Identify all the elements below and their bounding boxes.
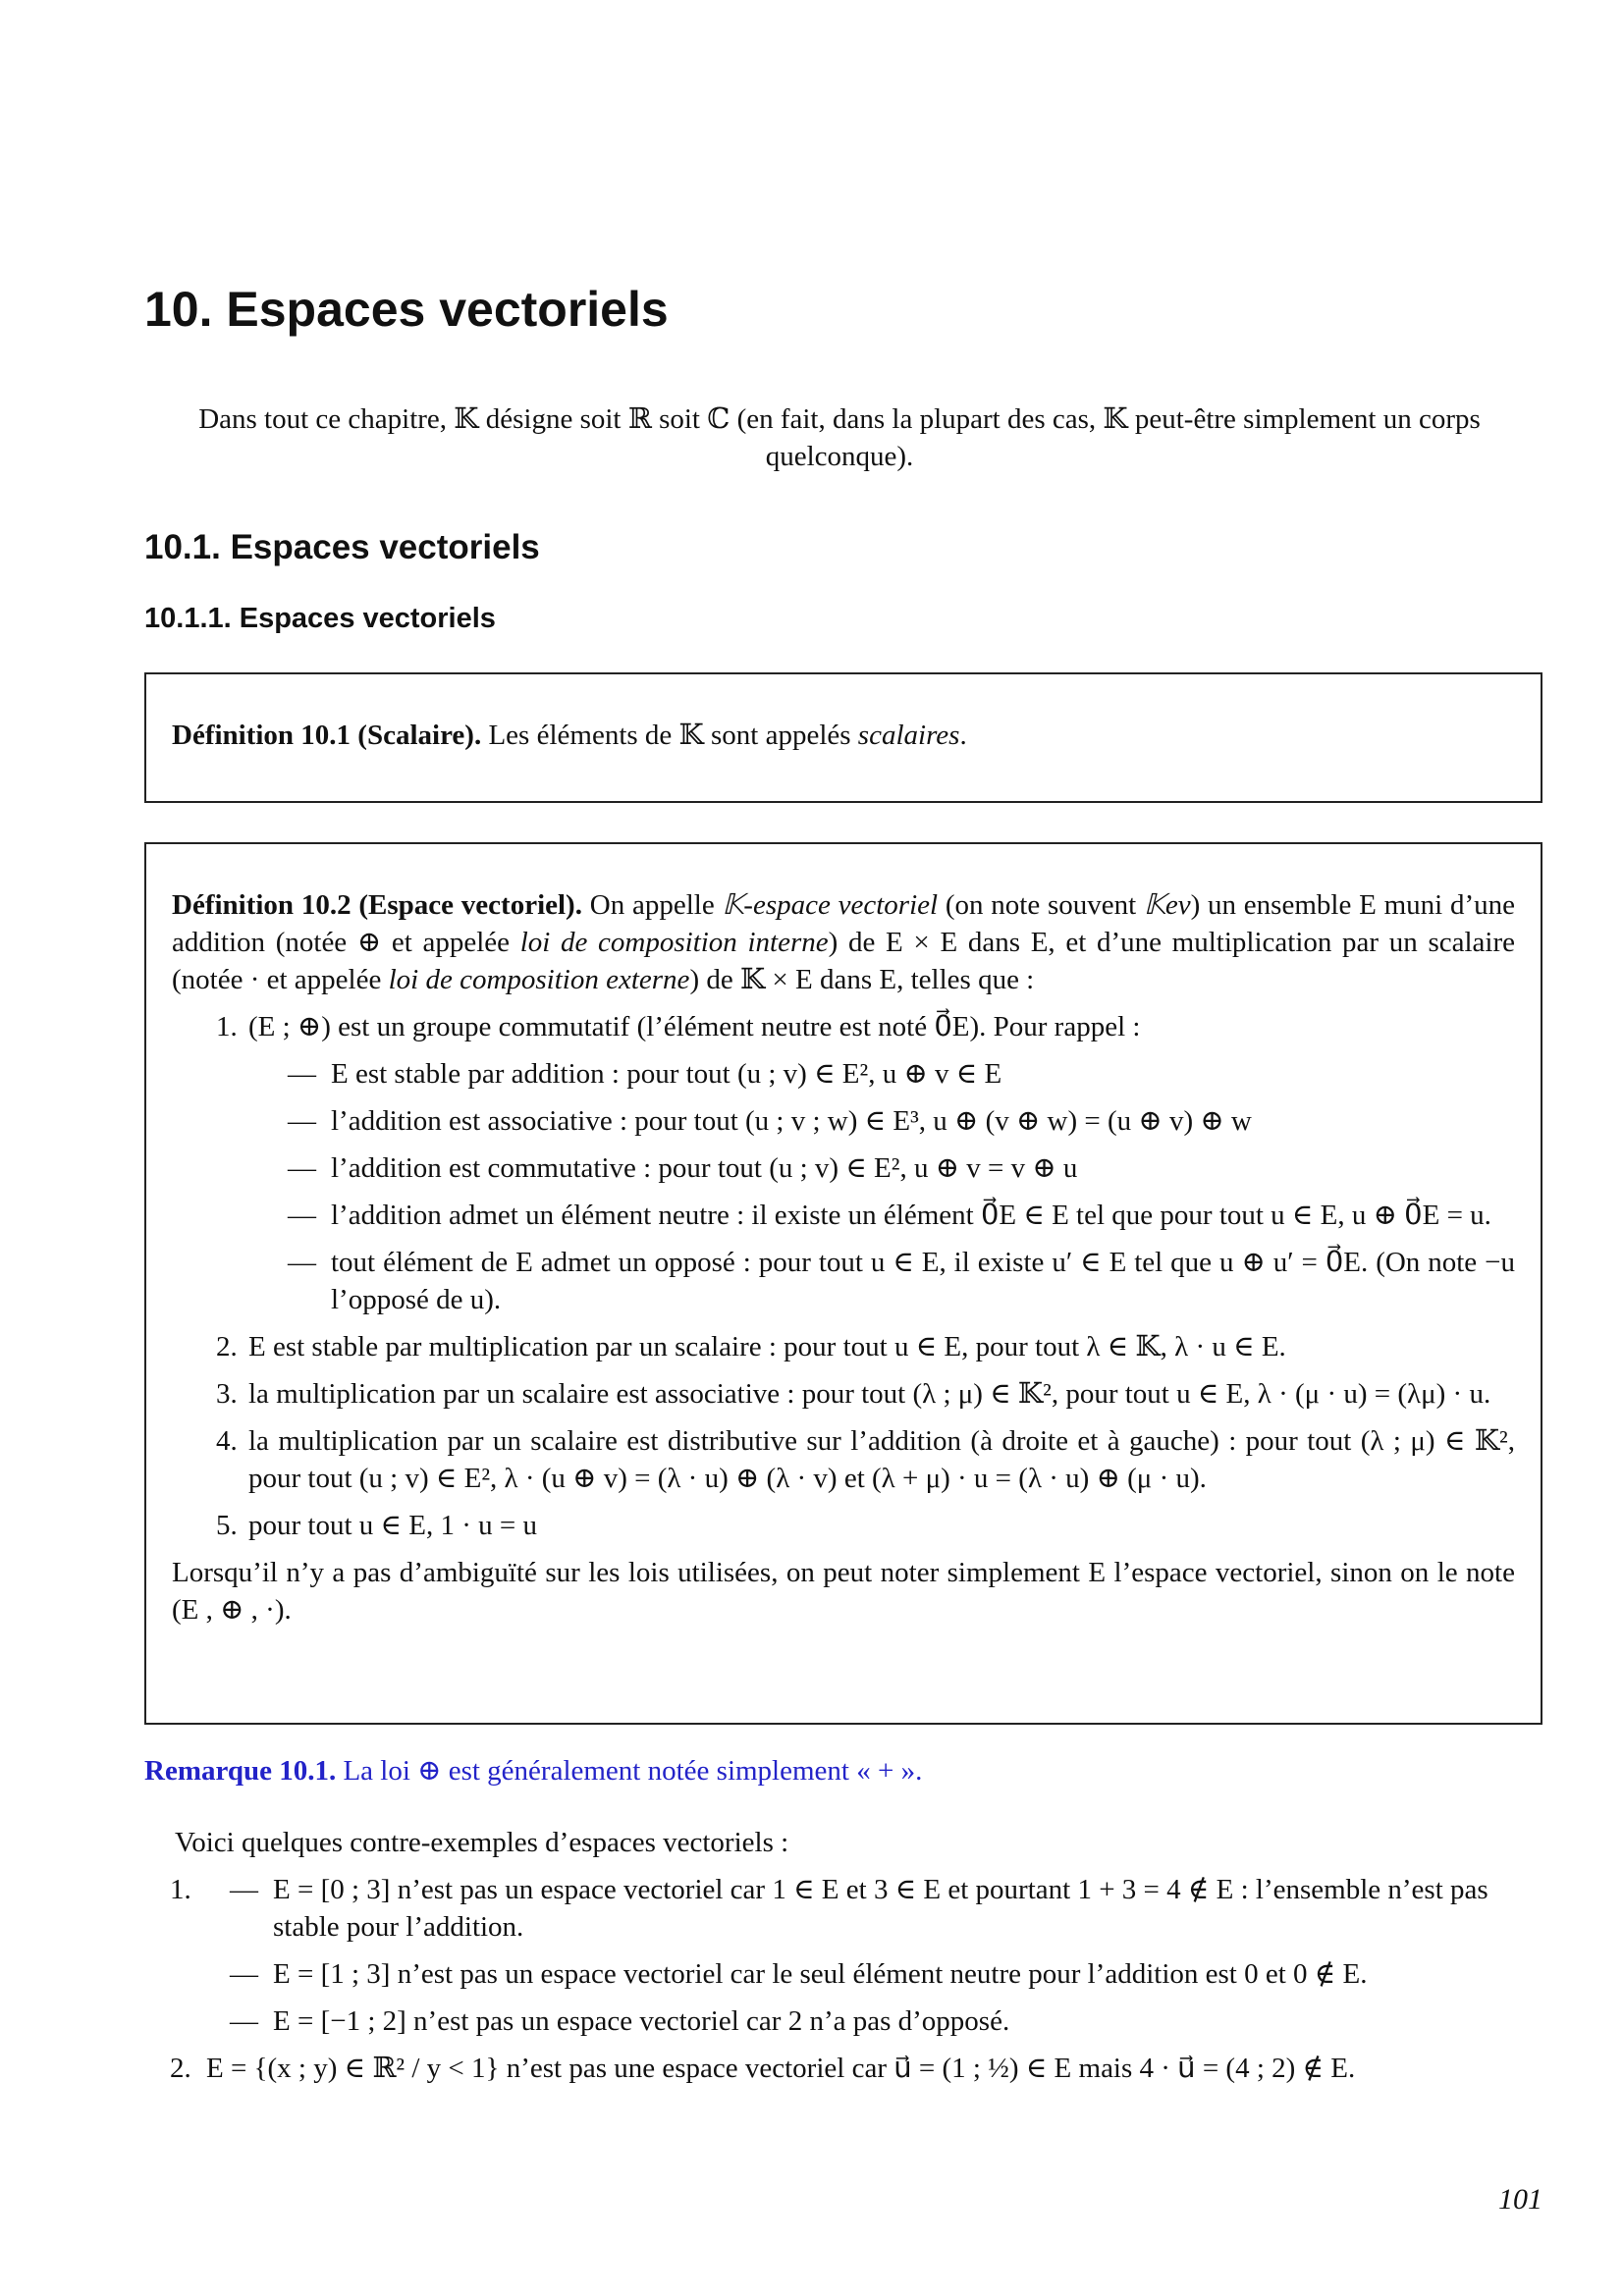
list-item: — tout élément de E admet un opposé : pour tout u ∈ E, il existe u′ ∈ E tel que u ⊕ u′ = 0⃗E. (On note −u l’opposé de u).: [288, 1244, 1515, 1318]
definition-body: [172, 886, 1515, 1629]
remark: [144, 1752, 1542, 1789]
list-item: 2. E = {(x ; y) ∈ ℝ² / y < 1} n’est pas une espace vectoriel car u⃗ = (1 ; ½) ∈ E mais 4 · u⃗ = (4 ; 2) ∉ E.: [198, 2050, 1544, 2087]
definition-box-scalaire: [144, 672, 1542, 803]
list-item: 5. pour tout u ∈ E, 1 · u = u: [244, 1507, 1515, 1544]
interval-examples-list: [206, 1871, 1544, 2040]
list-item: [244, 1008, 1515, 1318]
definition-intro: [172, 886, 1515, 998]
definition-closing: Lorsqu’il n’y a pas d’ambiguïté sur les lois utilisées, on peut noter simplement E l’espace vectoriel, sinon on le note (E , ⊕ , ·).: [172, 1557, 1515, 1626]
page-number: 101: [1498, 2183, 1542, 2216]
chapter-intro: Dans tout ce chapitre, 𝕂 désigne soit ℝ soit ℂ (en fait, dans la plupart des cas, 𝕂 peut-être simplement un corps quelconque).: [198, 403, 1481, 472]
remark-text: La loi ⊕ est généralement notée simplement « + ».: [343, 1755, 923, 1787]
list-item: — l’addition est associative : pour tout (u ; v ; w) ∈ E³, u ⊕ (v ⊕ w) = (u ⊕ v) ⊕ w: [288, 1102, 1515, 1140]
definition-box-espace-vectoriel: [144, 842, 1542, 1725]
definition-term: 𝕂ev: [1144, 889, 1191, 921]
definition-text: Les éléments de 𝕂 sont appelés: [488, 720, 851, 751]
definition-text-end: .: [959, 720, 967, 751]
section-title: 10.1. Espaces vectoriels: [144, 528, 540, 566]
list-item: — 1. E = [0 ; 3] n’est pas un espace vectoriel car 1 ∈ E et 3 ∈ E et pourtant 1 + 3 = 4 ∉ E : l’ensemble n’est pas stable pour l’addition.: [230, 1871, 1544, 1946]
list-item: — l’addition admet un élément neutre : il existe un élément 0⃗E ∈ E tel que pour tout u ∈ E, u ⊕ 0⃗E = u.: [288, 1197, 1515, 1234]
list-item: 4. la multiplication par un scalaire est distributive sur l’addition (à droite et à gauche) : pour tout (λ ; μ) ∈ 𝕂², pour tout (u ; v) ∈ E², λ · (u ⊕ v) = (λ · u) ⊕ (λ · v) et (λ + μ) · u = (λ · u) ⊕ (μ · u).: [244, 1422, 1515, 1497]
definition-text: On appelle: [589, 889, 715, 921]
definition-label: Définition 10.1 (Scalaire).: [172, 720, 482, 751]
list-item: — E est stable par addition : pour tout (u ; v) ∈ E², u ⊕ v ∈ E: [288, 1055, 1515, 1093]
group-axiom-list: [248, 1055, 1515, 1318]
subsection-title: 10.1.1. Espaces vectoriels: [144, 603, 496, 634]
chapter-title: 10. Espaces vectoriels: [144, 282, 669, 337]
list-item: — l’addition est commutative : pour tout (u ; v) ∈ E², u ⊕ v = v ⊕ u: [288, 1149, 1515, 1187]
list-item: — E = [−1 ; 2] n’est pas un espace vectoriel car 2 n’a pas d’opposé.: [230, 2002, 1544, 2040]
list-item: — E = [1 ; 3] n’est pas un espace vectoriel car le seul élément neutre pour l’addition est 0 et 0 ∉ E.: [230, 1955, 1544, 1993]
list-item: 2. E est stable par multiplication par un scalaire : pour tout u ∈ E, pour tout λ ∈ 𝕂, λ · u ∈ E.: [244, 1328, 1515, 1365]
counter-examples-list: [175, 1871, 1544, 2087]
definition-text: ) de E × E dans E, et d’une multiplication par un scalaire (notée · et appelée: [172, 927, 1515, 995]
definition-term: scalaires: [857, 720, 960, 751]
axiom-list: [172, 1008, 1515, 1544]
definition-label: Définition 10.2 (Espace vectoriel).: [172, 889, 582, 921]
list-item: [198, 1871, 1544, 2040]
list-item: 3. la multiplication par un scalaire est associative : pour tout (λ ; μ) ∈ 𝕂², pour tout u ∈ E, λ · (μ · u) = (λμ) · u.: [244, 1375, 1515, 1413]
definition-term: loi de composition interne: [519, 927, 829, 958]
counter-examples-intro: Voici quelques contre-exemples d’espaces vectoriels :: [175, 1827, 789, 1858]
definition-text: ) de 𝕂 × E dans E, telles que :: [689, 964, 1035, 995]
definition-text: (on note souvent: [945, 889, 1137, 921]
remark-label: Remarque 10.1.: [144, 1755, 337, 1787]
definition-text: ) un ensemble E muni d’une addition (notée ⊕ et appelée: [172, 889, 1516, 958]
axiom-text: (E ; ⊕) est un groupe commutatif (l’élément neutre est noté 0⃗E). Pour rappel :: [248, 1011, 1141, 1042]
definition-term: 𝕂-espace vectoriel: [722, 889, 939, 921]
definition-body: [172, 717, 1515, 754]
definition-term: loi de composition externe: [388, 964, 690, 995]
counter-examples: [175, 1824, 1544, 2095]
